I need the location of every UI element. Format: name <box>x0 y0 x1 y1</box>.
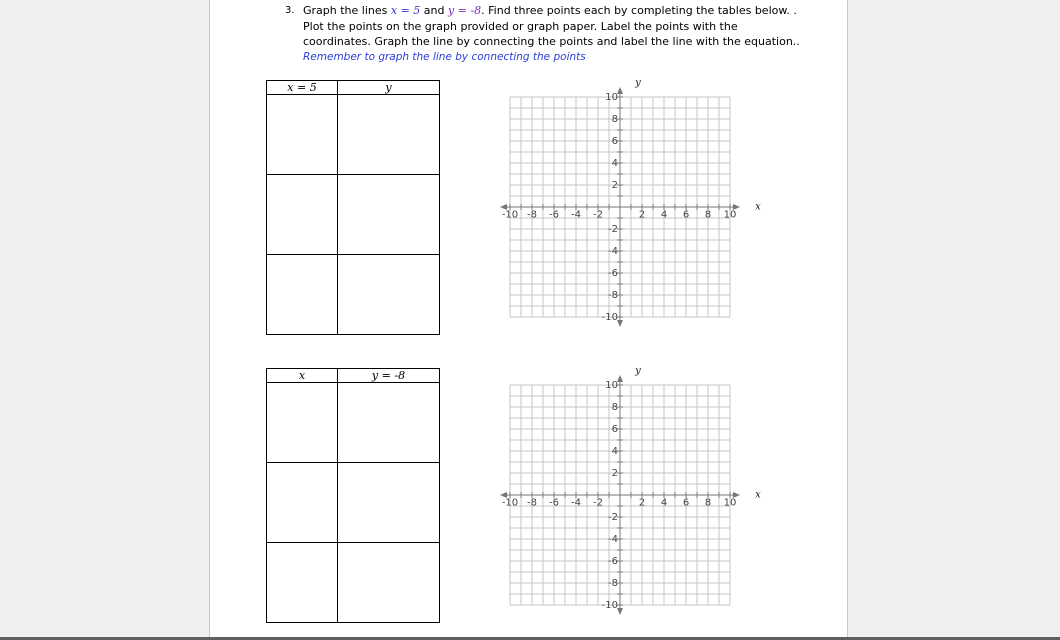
x-tick-label: 10 <box>723 497 737 509</box>
y-tick-label: -10 <box>601 312 618 323</box>
table-cell-y[interactable] <box>338 255 440 335</box>
coordinate-grid-1[interactable] <box>500 78 770 336</box>
y-tick-label: -6 <box>608 268 618 279</box>
table-cell-x[interactable] <box>267 255 338 335</box>
y-axis-label: y <box>635 365 641 377</box>
table-cell-x[interactable] <box>267 175 338 255</box>
x-axis-label: x <box>755 201 761 213</box>
y-tick-label: -8 <box>608 578 618 589</box>
y-tick-label: 10 <box>605 92 618 103</box>
equation-y: y = -8 <box>448 4 482 17</box>
x-tick-label: 2 <box>638 497 646 509</box>
table-cell-x[interactable] <box>267 543 338 623</box>
x-axis-label: x <box>755 489 761 501</box>
x-tick-label: -4 <box>571 209 581 221</box>
y-tick-label: 10 <box>605 380 618 391</box>
x-tick-label: 10 <box>723 209 737 221</box>
y-tick-label: 4 <box>611 446 618 457</box>
x-tick-label: 4 <box>660 497 668 509</box>
x-tick-label: -4 <box>571 497 581 509</box>
table-row <box>267 543 440 623</box>
table-header-y: y = -8 <box>338 369 440 383</box>
x-tick-label: -2 <box>593 497 603 509</box>
x-tick-label: -8 <box>527 497 537 509</box>
x-tick-label: -6 <box>549 497 559 509</box>
x-tick-label: 8 <box>704 209 712 221</box>
question-number: 3. <box>285 5 295 16</box>
table-row <box>267 175 440 255</box>
table-cell-x[interactable] <box>267 383 338 463</box>
y-tick-label: -4 <box>608 246 618 257</box>
x-tick-label: -6 <box>549 209 559 221</box>
table-row <box>267 383 440 463</box>
y-tick-label: -8 <box>608 290 618 301</box>
y-tick-label: 8 <box>611 402 618 413</box>
instruction-line-1 <box>303 3 823 19</box>
y-tick-label: -6 <box>608 556 618 567</box>
table-row <box>267 463 440 543</box>
x-tick-label: 2 <box>638 209 646 221</box>
y-tick-label: 2 <box>611 180 618 191</box>
points-table-x5 <box>266 80 440 335</box>
table-header-x: x = 5 <box>267 81 338 95</box>
table-header-x: x <box>267 369 338 383</box>
coordinate-grid-2[interactable] <box>500 366 770 624</box>
instruction-text: . Find three points each by completing the tables below. . <box>481 4 797 17</box>
instruction-text: Graph the lines <box>303 4 391 17</box>
x-tick-label: 6 <box>682 209 690 221</box>
table-header-y: y <box>338 81 440 95</box>
question-instructions <box>303 3 823 65</box>
reminder-note: Remember to graph the line by connecting the points <box>303 50 586 63</box>
y-axis-label: y <box>635 77 641 89</box>
table-cell-y[interactable] <box>338 175 440 255</box>
y-tick-label: 6 <box>611 136 618 147</box>
x-tick-label: 8 <box>704 497 712 509</box>
table-cell-y[interactable] <box>338 95 440 175</box>
table-cell-y[interactable] <box>338 383 440 463</box>
x-tick-label: -2 <box>593 209 603 221</box>
points-table-y-8 <box>266 368 440 623</box>
y-tick-label: 2 <box>611 468 618 479</box>
y-tick-label: 6 <box>611 424 618 435</box>
table-row <box>267 255 440 335</box>
y-tick-label: -4 <box>608 534 618 545</box>
table-cell-y[interactable] <box>338 463 440 543</box>
y-tick-label: 8 <box>611 114 618 125</box>
y-tick-label: -10 <box>601 600 618 611</box>
instruction-line-2: Plot the points on the graph provided or graph paper. Label the points with the <box>303 19 738 33</box>
table-cell-y[interactable] <box>338 543 440 623</box>
table-cell-x[interactable] <box>267 95 338 175</box>
x-tick-label: -10 <box>501 497 519 509</box>
x-tick-label: 6 <box>682 497 690 509</box>
instruction-line-3: coordinates. Graph the line by connecting the points and label the line with the equation.. <box>303 35 800 48</box>
table-row <box>267 95 440 175</box>
table-cell-x[interactable] <box>267 463 338 543</box>
equation-x: x = 5 <box>390 4 421 17</box>
y-tick-label: -2 <box>608 224 618 235</box>
instruction-text: and <box>420 4 448 17</box>
x-tick-label: -10 <box>501 209 519 221</box>
x-tick-label: -8 <box>527 209 537 221</box>
y-tick-label: 4 <box>611 158 618 169</box>
y-tick-label: -2 <box>608 512 618 523</box>
x-tick-label: 4 <box>660 209 668 221</box>
